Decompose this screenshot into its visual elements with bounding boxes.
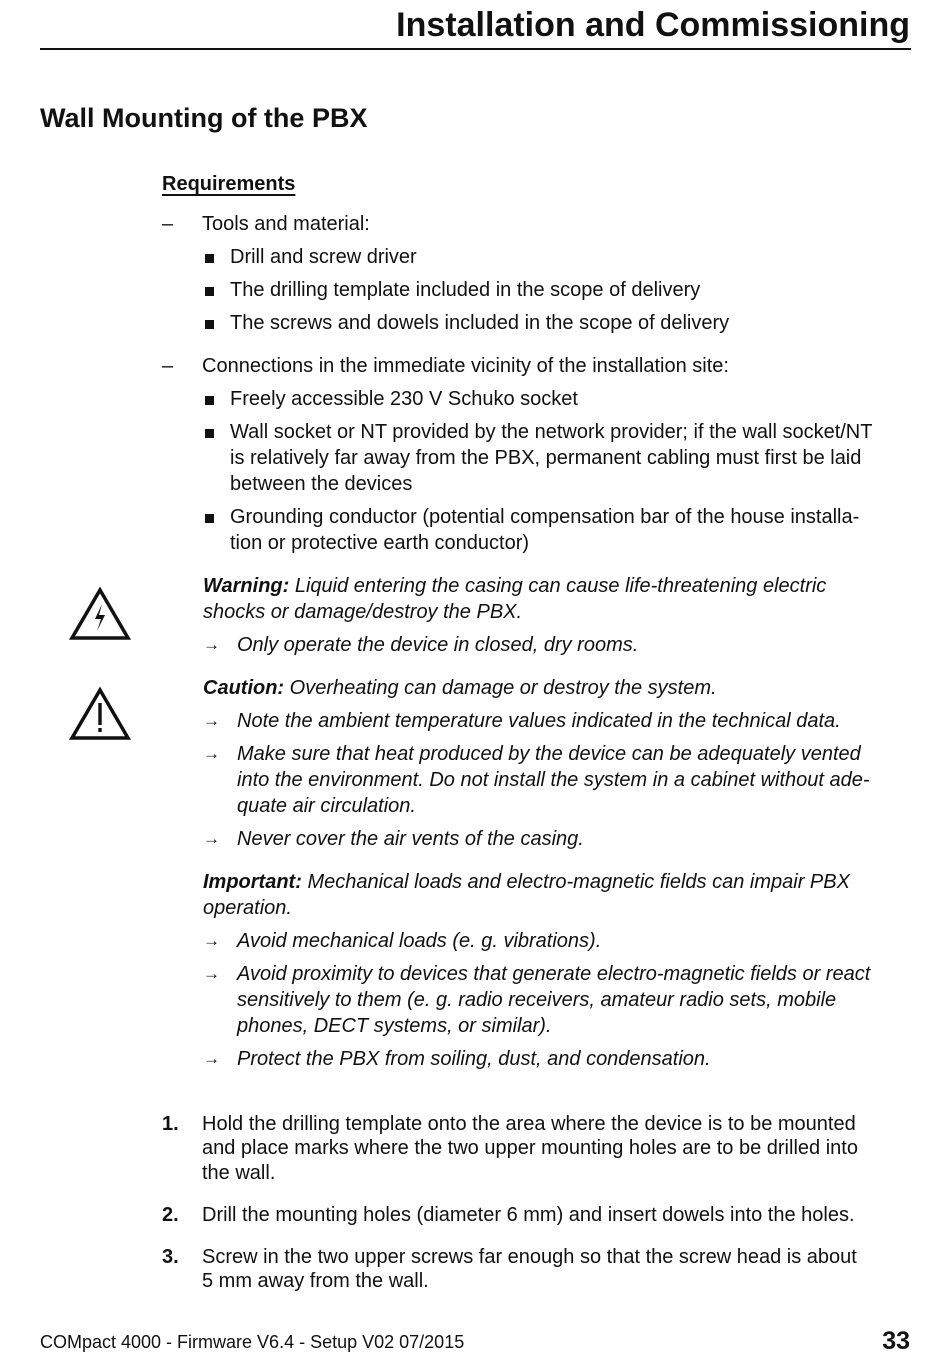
- step-number: 3.: [162, 1246, 179, 1268]
- important-text-line: operation.: [203, 897, 292, 919]
- action-item-line: Avoid proximity to devices that generate electro-magnetic fields or react: [237, 963, 871, 985]
- action-item: Never cover the air vents of the casing.: [237, 828, 584, 850]
- step-text-line: Hold the drilling template onto the area where the device is to be mounted: [202, 1113, 856, 1135]
- arrow-bullet: →: [203, 635, 220, 654]
- caution-text: [203, 675, 717, 701]
- arrow-bullet: →: [203, 711, 220, 730]
- arrow-bullet: →: [203, 829, 220, 848]
- connections-label: Connections in the immediate vicinity of the installation site:: [202, 355, 729, 377]
- important-text: [203, 869, 850, 895]
- list-item-line: Wall socket or NT provided by the network provider; if the wall socket/NT: [230, 421, 873, 443]
- list-item: Freely accessible 230 V Schuko socket: [230, 388, 578, 410]
- list-dash: –: [162, 355, 174, 377]
- step-text-line: and place marks where the two upper mounting holes are to be drilled into: [202, 1137, 858, 1159]
- list-item-line: is relatively far away from the PBX, permanent cabling must first be laid: [230, 447, 862, 469]
- important-label: Important:: [203, 871, 302, 893]
- step-text-line: Screw in the two upper screws far enough so that the screw head is about: [202, 1246, 857, 1268]
- warning-label: Warning:: [203, 575, 290, 597]
- action-item: Only operate the device in closed, dry rooms.: [237, 634, 639, 656]
- action-item-line: phones, DECT systems, or similar).: [237, 1015, 552, 1037]
- arrow-bullet: →: [203, 931, 220, 950]
- list-item: The screws and dowels included in the scope of delivery: [230, 312, 730, 334]
- bullet-square: [205, 429, 214, 438]
- list-dash: –: [162, 213, 174, 235]
- chapter-title: Installation and Commissioning: [396, 6, 910, 44]
- list-item-line: between the devices: [230, 473, 413, 495]
- page-number: 33: [882, 1327, 910, 1355]
- bullet-square: [205, 396, 214, 405]
- action-item-line: into the environment. Do not install the system in a cabinet without ade-: [237, 769, 870, 791]
- header-rule: [40, 48, 911, 50]
- electric-shock-warning-icon: [68, 586, 132, 642]
- list-item: The drilling template included in the scope of delivery: [230, 279, 701, 301]
- requirements-heading: Requirements: [162, 173, 296, 195]
- section-title: Wall Mounting of the PBX: [40, 103, 368, 133]
- action-item: Note the ambient temperature values indicated in the technical data.: [237, 710, 841, 732]
- list-item-line: tion or protective earth conductor): [230, 532, 530, 554]
- action-item-line: sensitively to them (e. g. radio receivers, amateur radio sets, mobile: [237, 989, 837, 1011]
- action-item-line: quate air circulation.: [237, 795, 416, 817]
- arrow-bullet: →: [203, 744, 220, 763]
- step-text-line: Drill the mounting holes (diameter 6 mm) and insert dowels into the holes.: [202, 1204, 855, 1226]
- step-text-line: 5 mm away from the wall.: [202, 1270, 429, 1292]
- step-text-line: the wall.: [202, 1162, 276, 1184]
- warning-text: [203, 573, 826, 599]
- important-text-line: Mechanical loads and electro-magnetic fields can impair PBX: [307, 871, 850, 893]
- action-item: Protect the PBX from soiling, dust, and condensation.: [237, 1048, 711, 1070]
- arrow-bullet: →: [203, 964, 220, 983]
- action-item: Avoid mechanical loads (e. g. vibrations).: [237, 930, 602, 952]
- step-number: 2.: [162, 1204, 179, 1226]
- list-item-line: Grounding conductor (potential compensation bar of the house installa-: [230, 506, 860, 528]
- arrow-bullet: →: [203, 1049, 220, 1068]
- tools-label: Tools and material:: [202, 213, 370, 235]
- step-number: 1.: [162, 1113, 179, 1135]
- bullet-square: [205, 320, 214, 329]
- caution-label: Caution:: [203, 677, 285, 699]
- list-item: Drill and screw driver: [230, 246, 417, 268]
- footer-text: COMpact 4000 - Firmware V6.4 - Setup V02 07/2015: [40, 1332, 465, 1352]
- warning-text-line: shocks or damage/destroy the PBX.: [203, 601, 523, 623]
- bullet-square: [205, 287, 214, 296]
- warning-text-line: Liquid entering the casing can cause life-threatening electric: [294, 575, 827, 597]
- caution-text-line: Overheating can damage or destroy the system.: [289, 677, 717, 699]
- action-item-line: Make sure that heat produced by the device can be adequately vented: [237, 743, 861, 765]
- exclamation-warning-icon: [68, 686, 132, 742]
- bullet-square: [205, 254, 214, 263]
- bullet-square: [205, 514, 214, 523]
